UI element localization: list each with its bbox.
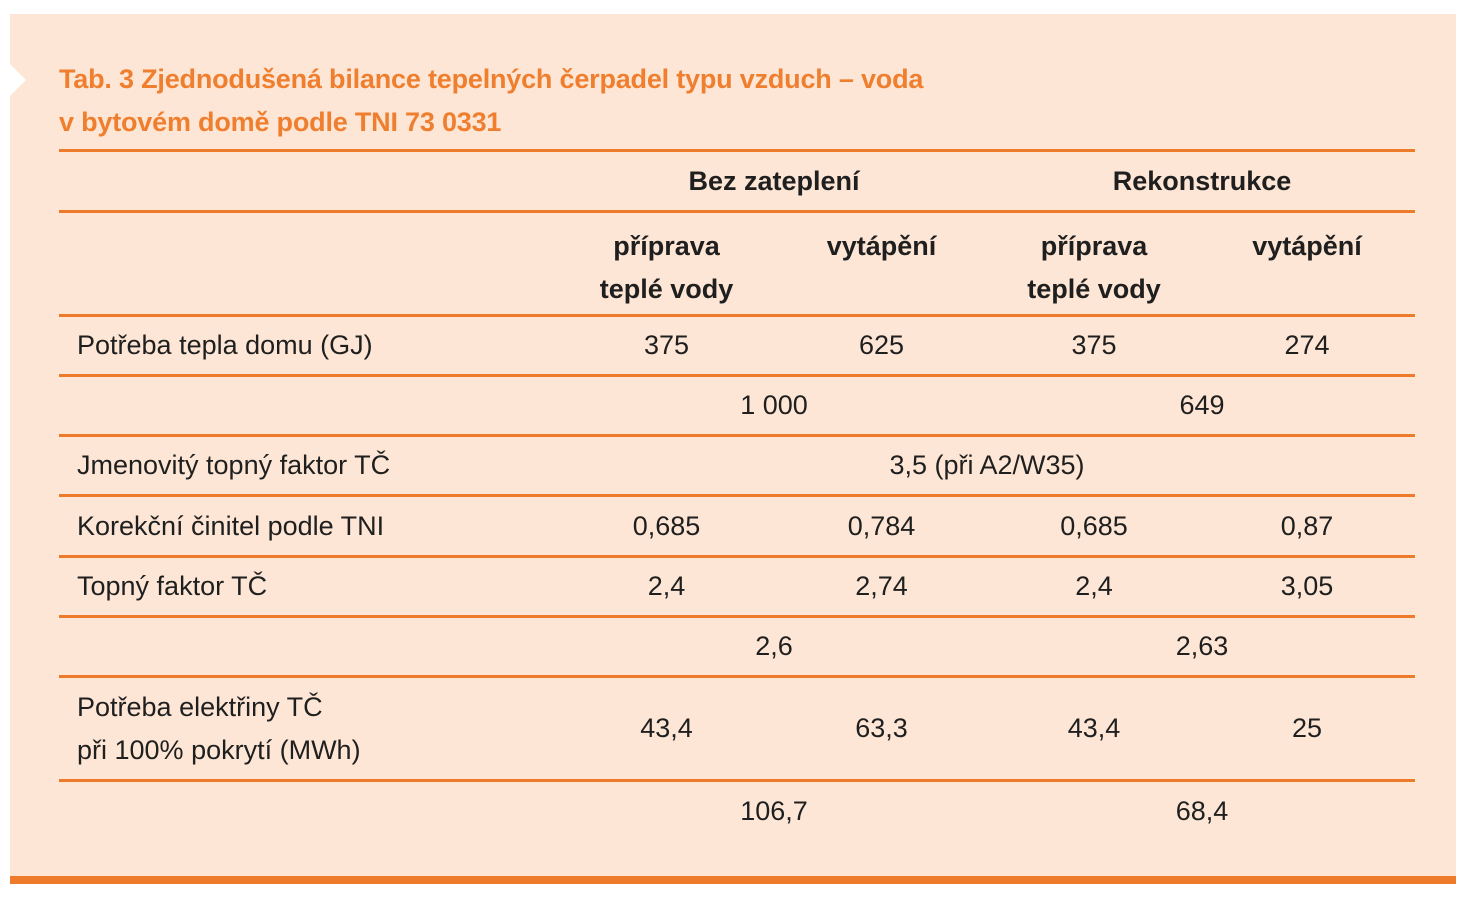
table-cell: 274 (1284, 330, 1330, 360)
header-c3-line2: teplé vody (1027, 274, 1161, 304)
row-label: Korekční činitel podle TNI (77, 510, 385, 541)
total-cell: 649 (1179, 390, 1225, 420)
panel-notch (10, 64, 26, 96)
table-cell: 2,4 (1075, 571, 1113, 601)
table-cell: 43,4 (1067, 713, 1121, 743)
table-cell: 3,5 (při A2/W35) (889, 450, 1085, 480)
header-group-bez-zatepleni: Bez zateplení (688, 165, 860, 196)
header-group-row (59, 149, 1415, 210)
row-label (77, 678, 557, 779)
header-c2: vytápění (826, 231, 937, 261)
table-title-line2: v bytovém domě podle TNI 73 0331 (59, 107, 502, 137)
table-cell: 25 (1291, 713, 1323, 743)
header-group-rekonstrukce: Rekonstrukce (1112, 165, 1292, 196)
table-title-line1: Tab. 3 Zjednodušená bilance tepelných čerpadel typu vzduch – voda (59, 64, 924, 94)
header-sub-row (59, 210, 1415, 314)
table-row-total (59, 374, 1415, 434)
total-cell: 2,63 (1175, 631, 1229, 661)
row-label-line2: při 100% pokrytí (MWh) (77, 734, 361, 765)
row-label-line1: Potřeba elektřiny TČ (77, 691, 323, 722)
table-cell: 375 (643, 330, 690, 360)
header-c4: vytápění (1252, 231, 1362, 261)
row-label: Jmenovitý topný faktor TČ (77, 450, 391, 480)
header-c1-line2: teplé vody (599, 274, 734, 304)
total-cell: 106,7 (740, 796, 808, 826)
table-row-total (59, 615, 1415, 675)
table-title (59, 58, 1059, 144)
table-cell: 625 (858, 330, 905, 360)
table-cell: 375 (1071, 330, 1117, 360)
table-row (59, 555, 1415, 615)
table-cell: 3,05 (1280, 571, 1334, 601)
table-row (59, 675, 1415, 779)
row-label: Potřeba tepla domu (GJ) (77, 330, 373, 360)
table-row (59, 494, 1415, 555)
bottom-rule (10, 876, 1456, 884)
table-row (59, 434, 1415, 494)
total-cell: 2,6 (755, 631, 793, 661)
table-cell: 0,685 (1060, 510, 1128, 541)
table-row (59, 314, 1415, 374)
table-cell: 43,4 (640, 713, 693, 743)
balance-table (59, 149, 1415, 841)
header-c3-line1: příprava (1040, 231, 1148, 261)
header-c1-line1: příprava (613, 231, 720, 261)
row-label: Topný faktor TČ (77, 571, 268, 601)
header-c3 (989, 213, 1199, 314)
table-cell: 0,784 (847, 510, 916, 541)
table-cell: 0,87 (1280, 510, 1334, 541)
total-cell: 68,4 (1175, 796, 1229, 826)
table-cell: 2,4 (647, 571, 686, 601)
table-cell: 63,3 (855, 713, 908, 743)
total-cell: 1 000 (740, 390, 808, 420)
table-row-total (59, 779, 1415, 841)
table-cell: 0,685 (632, 510, 701, 541)
header-c1 (559, 213, 774, 314)
table-cell: 2,74 (855, 571, 908, 601)
